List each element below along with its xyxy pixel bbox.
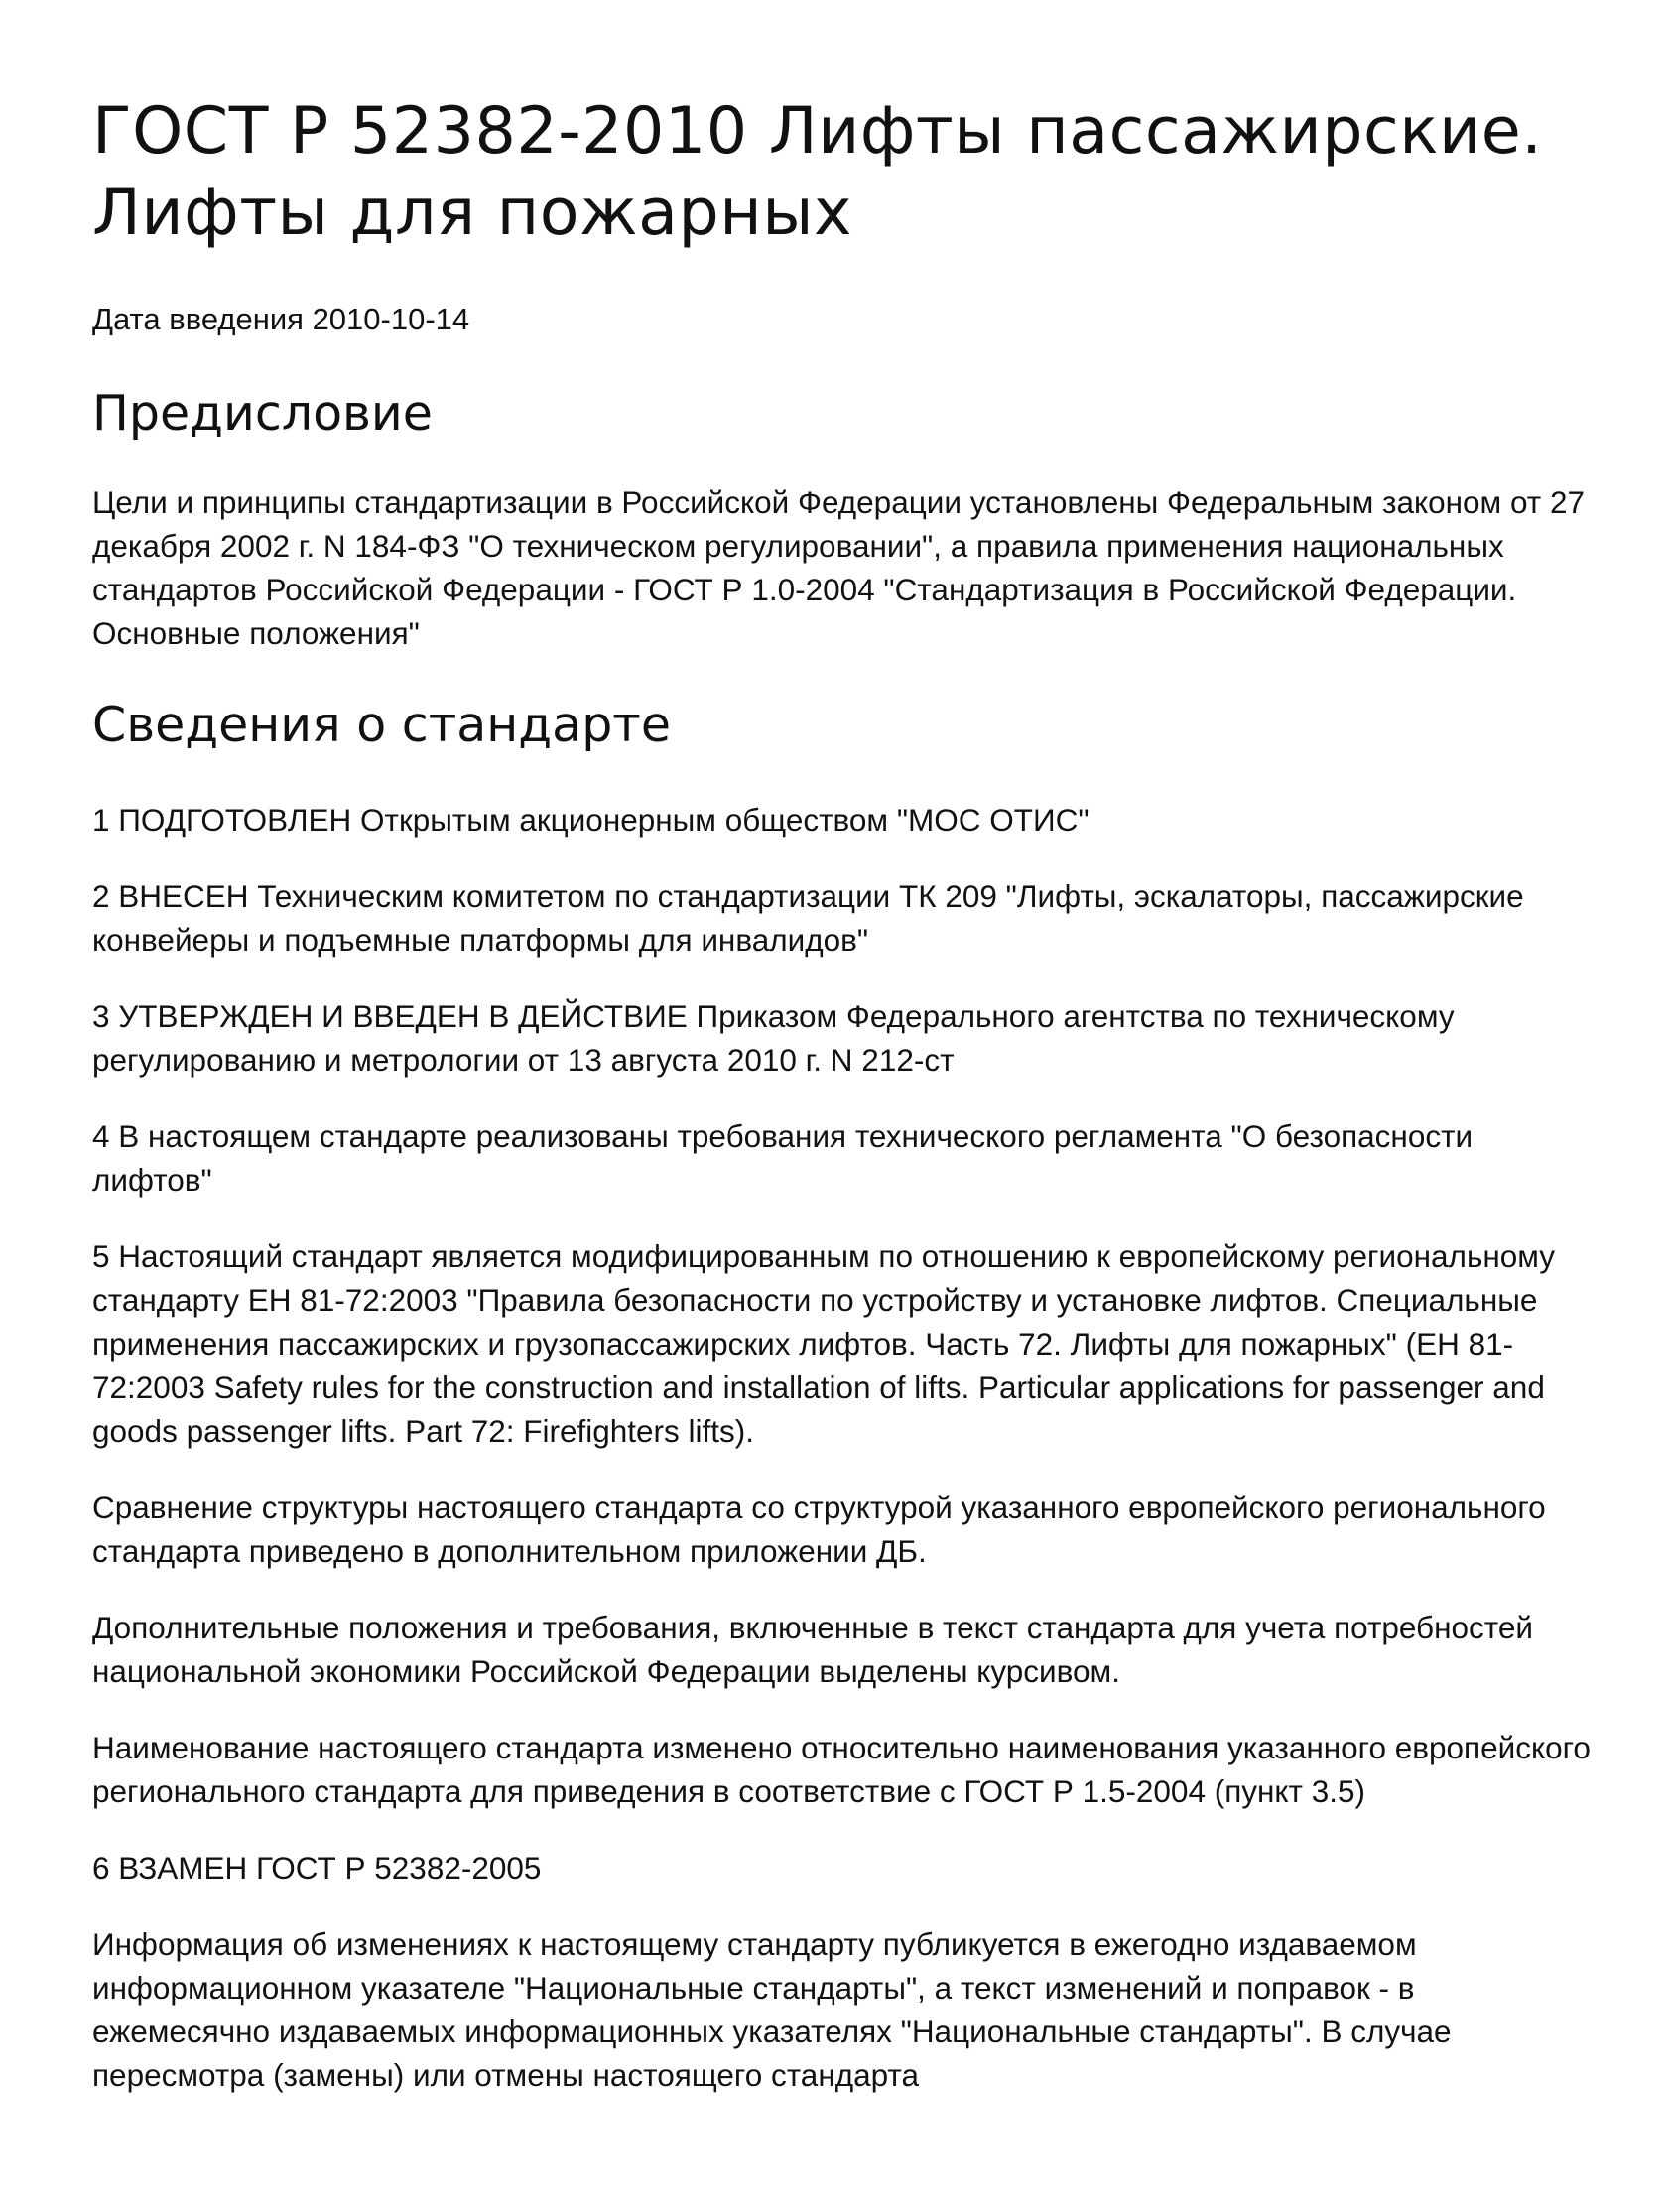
info-paragraph-changes: Информация об изменениях к настоящему стандарту публикуется в ежегодно издаваемом информационном указателе "Национальные стандарты", а текст изменений и поправок - в ежемесячно издаваемых информационных указателях "Национальные стандарты". В случае пересмотра (замены) или отмены настоящего стандарта — [92, 1926, 1452, 2093]
foreword-paragraph: Цели и принципы стандартизации в Российской Федерации установлены Федеральным законом от 27 декабря 2002 г. N 184-ФЗ "О техническом регулировании", а правила применения национальных стандартов Российской Федерации - ГОСТ Р 1.0-2004 "Стандартизация в Российской Федерации. Основные положения" — [92, 484, 1585, 651]
info-paragraph-4: 4 В настоящем стандарте реализованы требования технического регламента "О безопасности лифтов" — [92, 1118, 1474, 1198]
section-heading-standard-info: Сведения о стандарте — [92, 697, 671, 753]
document-title: ГОСТ Р 52382-2010 Лифты пассажирские. Лифты для пожарных — [92, 94, 1543, 250]
info-paragraph-additional: Дополнительные положения и требования, включенные в текст стандарта для учета потребностей национальной экономики Российской Федерации выделены курсивом. — [92, 1610, 1533, 1689]
info-paragraph-6: 6 ВЗАМЕН ГОСТ Р 52382-2005 — [92, 1850, 542, 1886]
document-page — [92, 91, 1601, 2130]
info-paragraph-comparison: Сравнение структуры настоящего стандарта со структурой указанного европейского регионального стандарта приведено в дополнительном приложении ДБ. — [92, 1490, 1546, 1569]
info-paragraph-name-change: Наименование настоящего стандарта изменено относительно наименования указанного европейского регионального стандарта для приведения в соответствие с ГОСТ Р 1.5-2004 (пункт 3.5) — [92, 1730, 1591, 1809]
info-paragraph-2: 2 ВНЕСЕН Техническим комитетом по стандартизации ТК 209 "Лифты, эскалаторы, пассажирские конвейеры и подъемные платформы для инвалидов" — [92, 878, 1524, 958]
effective-date: Дата введения 2010-10-14 — [92, 302, 470, 336]
info-paragraph-1: 1 ПОДГОТОВЛЕН Открытым акционерным обществом "МОС ОТИС" — [92, 802, 1090, 838]
section-heading-foreword: Предисловие — [92, 385, 433, 442]
info-paragraph-3: 3 УТВЕРЖДЕН И ВВЕДЕН В ДЕЙСТВИЕ Приказом Федерального агентства по техническому регулированию и метрологии от 13 августа 2010 г. N 212-ст — [92, 998, 1455, 1078]
info-paragraph-5: 5 Настоящий стандарт является модифицированным по отношению к европейскому региональному стандарту ЕН 81-72:2003 "Правила безопасности по устройству и установке лифтов. Специальные применения пассажирских и грузопассажирских лифтов. Часть 72. Лифты для пожарных" (EH 81-72:2003 Safety rules for the construction and installation of lifts. Particular applications for passenger and goods passenger lifts. Part 72: Firefighters lifts). — [92, 1238, 1556, 1449]
